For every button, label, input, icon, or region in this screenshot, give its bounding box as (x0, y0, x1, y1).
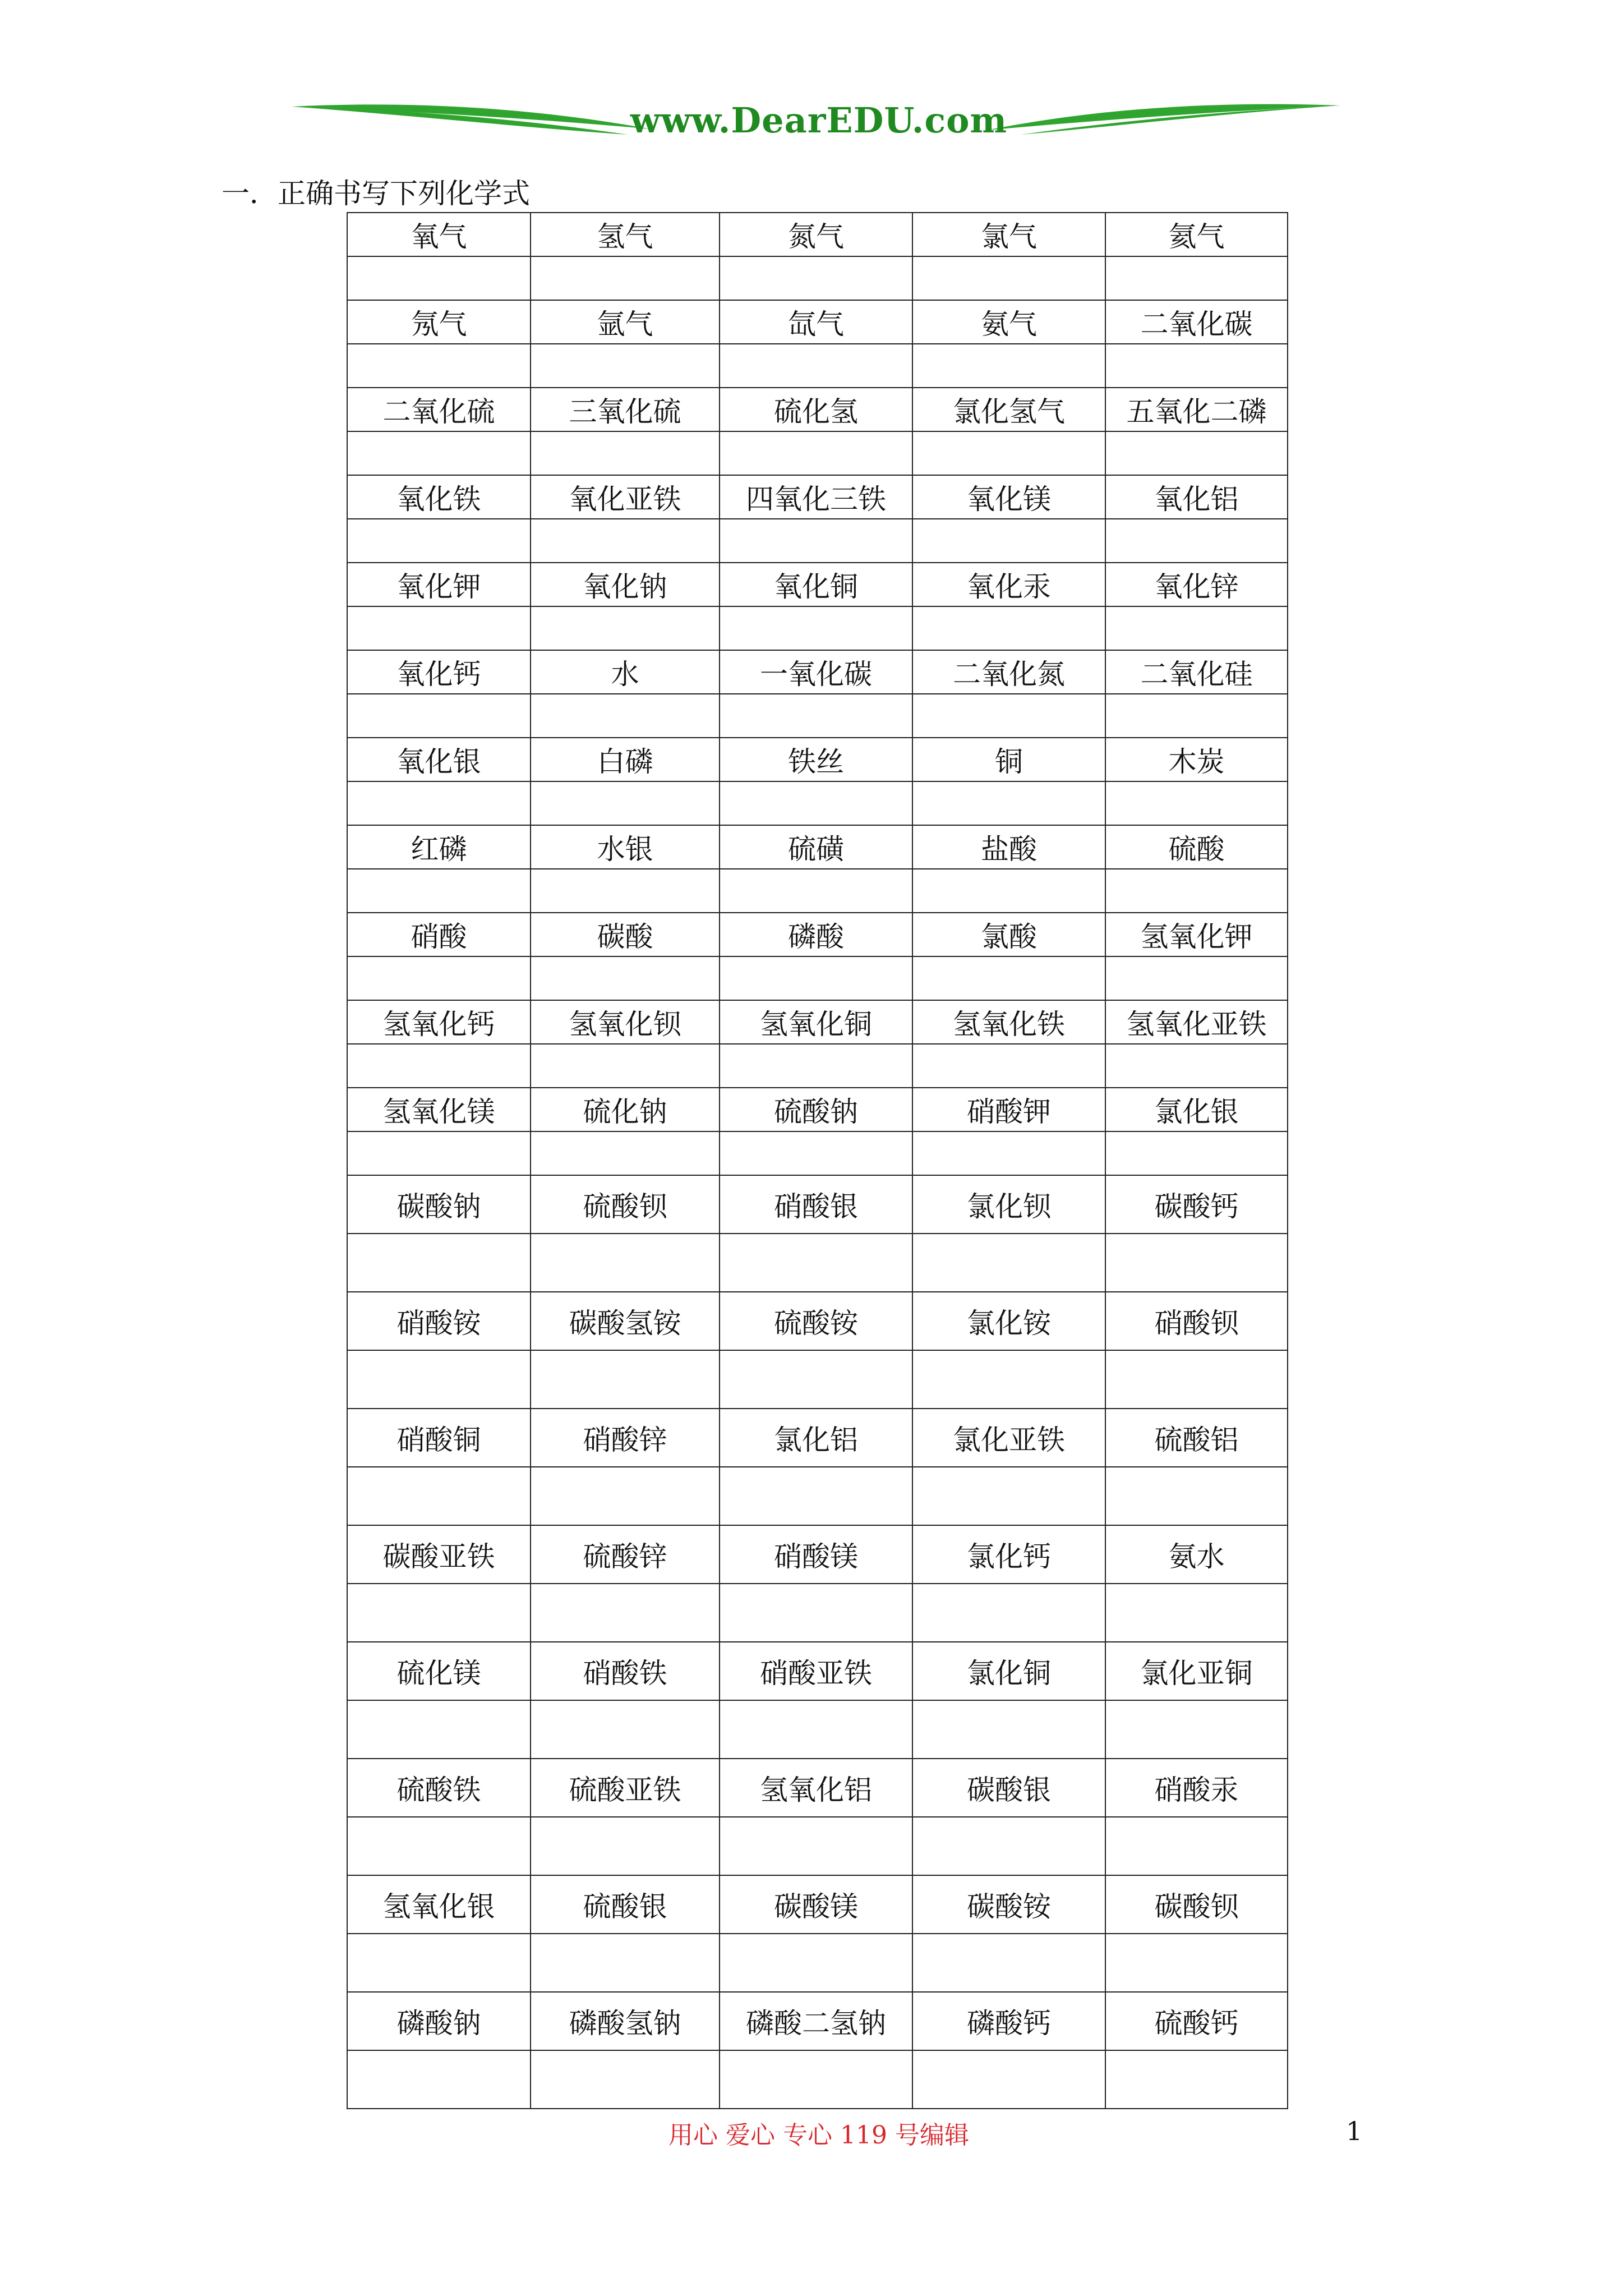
compound-name-cell: 硝酸汞 (1105, 1759, 1288, 1817)
answer-blank-cell[interactable] (912, 1044, 1105, 1088)
answer-blank-cell[interactable] (720, 1584, 912, 1642)
answer-blank-cell[interactable] (720, 344, 912, 388)
compound-name-cell: 氯气 (912, 213, 1105, 256)
compound-name-cell: 硝酸铜 (347, 1409, 531, 1467)
compound-name-cell: 硫酸锌 (531, 1525, 720, 1584)
answer-blank-cell[interactable] (912, 431, 1105, 475)
answer-blank-cell[interactable] (531, 1467, 720, 1525)
compound-name-cell: 硝酸钾 (912, 1088, 1105, 1131)
answer-blank-cell[interactable] (347, 1044, 531, 1088)
answer-blank-cell[interactable] (531, 256, 720, 300)
answer-row (347, 256, 1288, 300)
answer-blank-cell[interactable] (531, 1817, 720, 1875)
answer-blank-cell[interactable] (1105, 1700, 1288, 1759)
compound-name-cell: 氯化氢气 (912, 388, 1105, 431)
answer-blank-cell[interactable] (912, 1234, 1105, 1292)
compound-name-cell: 硝酸亚铁 (720, 1642, 912, 1700)
compound-name-cell: 氖气 (347, 300, 531, 344)
compound-name-cell: 硫酸钡 (531, 1175, 720, 1234)
compound-name-cell: 氢气 (531, 213, 720, 256)
compound-name-row (347, 563, 1288, 606)
answer-blank-cell[interactable] (347, 431, 531, 475)
answer-blank-cell[interactable] (912, 2050, 1105, 2109)
compound-name-cell: 硫酸铵 (720, 1292, 912, 1350)
answer-blank-cell[interactable] (347, 1350, 531, 1409)
compound-name-cell: 氨水 (1105, 1525, 1288, 1584)
compound-name-cell: 硝酸铁 (531, 1642, 720, 1700)
compound-name-cell: 五氧化二磷 (1105, 388, 1288, 431)
compound-name-cell: 氯酸 (912, 913, 1105, 956)
answer-blank-cell[interactable] (912, 1817, 1105, 1875)
compound-name-cell: 氢氧化钾 (1105, 913, 1288, 956)
compound-name-cell: 硝酸镁 (720, 1525, 912, 1584)
compound-name-cell: 硫酸钠 (720, 1088, 912, 1131)
answer-blank-cell[interactable] (720, 1700, 912, 1759)
compound-name-row (347, 1088, 1288, 1131)
compound-name-cell: 碳酸钡 (1105, 1875, 1288, 1934)
answer-blank-cell[interactable] (1105, 1584, 1288, 1642)
compound-name-cell: 氢氧化钡 (531, 1000, 720, 1044)
compound-name-cell: 磷酸钙 (912, 1992, 1105, 2050)
answer-blank-cell[interactable] (531, 519, 720, 563)
compound-name-cell: 氙气 (720, 300, 912, 344)
compound-name-cell: 氧化亚铁 (531, 475, 720, 519)
compound-name-cell: 氧化铜 (720, 563, 912, 606)
compound-name-cell: 磷酸氢钠 (531, 1992, 720, 2050)
answer-blank-cell[interactable] (1105, 1044, 1288, 1088)
compound-name-row (347, 1642, 1288, 1700)
answer-blank-cell[interactable] (1105, 694, 1288, 738)
compound-name-cell: 硫酸铝 (1105, 1409, 1288, 1467)
compound-name-row (347, 388, 1288, 431)
answer-row (347, 1817, 1288, 1875)
compound-name-cell: 硫酸钙 (1105, 1992, 1288, 2050)
answer-blank-cell[interactable] (531, 781, 720, 825)
compound-name-cell: 水银 (531, 825, 720, 869)
answer-blank-cell[interactable] (1105, 606, 1288, 650)
compound-name-cell: 氧化汞 (912, 563, 1105, 606)
answer-blank-cell[interactable] (1105, 869, 1288, 913)
compound-name-cell: 磷酸钠 (347, 1992, 531, 2050)
section-title: 一．正确书写下列化学式 (222, 177, 530, 210)
answer-blank-cell[interactable] (912, 1934, 1105, 1992)
compound-name-cell: 氦气 (1105, 213, 1288, 256)
compound-name-cell: 氯化亚铜 (1105, 1642, 1288, 1700)
compound-name-cell: 水 (531, 650, 720, 694)
compound-name-cell: 碳酸氢铵 (531, 1292, 720, 1350)
compound-name-row (347, 1175, 1288, 1234)
compound-name-row (347, 1525, 1288, 1584)
answer-blank-cell[interactable] (720, 1044, 912, 1088)
answer-row (347, 1234, 1288, 1292)
compound-name-cell: 氯化铵 (912, 1292, 1105, 1350)
compound-name-cell: 三氧化硫 (531, 388, 720, 431)
answer-blank-cell[interactable] (347, 2050, 531, 2109)
answer-blank-cell[interactable] (347, 956, 531, 1000)
compound-name-cell: 氯化亚铁 (912, 1409, 1105, 1467)
compound-name-cell: 硫酸银 (531, 1875, 720, 1934)
page-header (292, 95, 1340, 157)
answer-blank-cell[interactable] (531, 694, 720, 738)
answer-blank-cell[interactable] (347, 781, 531, 825)
answer-blank-cell[interactable] (912, 956, 1105, 1000)
answer-row (347, 956, 1288, 1000)
answer-blank-cell[interactable] (347, 606, 531, 650)
answer-blank-cell[interactable] (912, 1467, 1105, 1525)
compound-name-cell: 磷酸二氢钠 (720, 1992, 912, 2050)
answer-blank-cell[interactable] (531, 1700, 720, 1759)
answer-blank-cell[interactable] (347, 1584, 531, 1642)
answer-blank-cell[interactable] (1105, 256, 1288, 300)
compound-name-cell: 硝酸银 (720, 1175, 912, 1234)
answer-blank-cell[interactable] (720, 519, 912, 563)
compound-name-cell: 铁丝 (720, 738, 912, 781)
answer-blank-cell[interactable] (720, 256, 912, 300)
answer-blank-cell[interactable] (531, 2050, 720, 2109)
compound-name-cell: 硝酸锌 (531, 1409, 720, 1467)
compound-name-row (347, 825, 1288, 869)
answer-row (347, 869, 1288, 913)
compound-name-cell: 氯化钙 (912, 1525, 1105, 1584)
compound-name-cell: 盐酸 (912, 825, 1105, 869)
answer-blank-cell[interactable] (912, 256, 1105, 300)
compound-name-cell: 硝酸钡 (1105, 1292, 1288, 1350)
answer-blank-cell[interactable] (347, 1700, 531, 1759)
compound-name-cell: 氯化银 (1105, 1088, 1288, 1131)
compound-name-cell: 氧化银 (347, 738, 531, 781)
answer-blank-cell[interactable] (912, 1350, 1105, 1409)
compound-name-cell: 氧化钠 (531, 563, 720, 606)
compound-name-cell: 碳酸铵 (912, 1875, 1105, 1934)
answer-blank-cell[interactable] (1105, 1817, 1288, 1875)
answer-blank-cell[interactable] (531, 1584, 720, 1642)
compound-name-cell: 氩气 (531, 300, 720, 344)
answer-blank-cell[interactable] (1105, 1350, 1288, 1409)
answer-blank-cell[interactable] (531, 431, 720, 475)
answer-blank-cell[interactable] (1105, 781, 1288, 825)
compound-name-cell: 硫化钠 (531, 1088, 720, 1131)
compound-name-cell: 氧化钾 (347, 563, 531, 606)
answer-blank-cell[interactable] (720, 606, 912, 650)
answer-row (347, 431, 1288, 475)
answer-row (347, 1934, 1288, 1992)
answer-blank-cell[interactable] (531, 1934, 720, 1992)
answer-row (347, 2050, 1288, 2109)
answer-blank-cell[interactable] (720, 1350, 912, 1409)
footer-slogan: 用心 爱心 专心 119 号编辑 (668, 2121, 969, 2150)
compound-name-cell: 硫酸 (1105, 825, 1288, 869)
answer-blank-cell[interactable] (531, 1131, 720, 1175)
answer-blank-cell[interactable] (720, 431, 912, 475)
answer-blank-cell[interactable] (912, 1131, 1105, 1175)
answer-blank-cell[interactable] (1105, 431, 1288, 475)
answer-blank-cell[interactable] (347, 869, 531, 913)
compound-name-cell: 碳酸钙 (1105, 1175, 1288, 1234)
answer-blank-cell[interactable] (720, 781, 912, 825)
compound-name-cell: 硫化氢 (720, 388, 912, 431)
site-logo: www.DearEDU.com (630, 100, 1008, 141)
answer-blank-cell[interactable] (1105, 1234, 1288, 1292)
compound-name-cell: 氧化铝 (1105, 475, 1288, 519)
answer-blank-cell[interactable] (531, 956, 720, 1000)
compound-name-cell: 氧化钙 (347, 650, 531, 694)
compound-name-cell: 红磷 (347, 825, 531, 869)
answer-blank-cell[interactable] (720, 1131, 912, 1175)
answer-row (347, 781, 1288, 825)
answer-blank-cell[interactable] (720, 1934, 912, 1992)
page-number: 1 (1346, 2116, 1363, 2146)
compound-name-cell: 磷酸 (720, 913, 912, 956)
answer-row (347, 1350, 1288, 1409)
answer-blank-cell[interactable] (1105, 1934, 1288, 1992)
answer-blank-cell[interactable] (347, 694, 531, 738)
answer-blank-cell[interactable] (720, 2050, 912, 2109)
compound-name-cell: 氧化镁 (912, 475, 1105, 519)
compound-name-cell: 氢氧化铁 (912, 1000, 1105, 1044)
compound-name-row (347, 738, 1288, 781)
chemical-formula-table (347, 212, 1288, 2109)
compound-name-cell: 氯化钡 (912, 1175, 1105, 1234)
compound-name-cell: 氢氧化钙 (347, 1000, 531, 1044)
answer-blank-cell[interactable] (912, 1584, 1105, 1642)
compound-name-cell: 硫磺 (720, 825, 912, 869)
compound-name-cell: 四氧化三铁 (720, 475, 912, 519)
compound-name-cell: 碳酸银 (912, 1759, 1105, 1817)
answer-blank-cell[interactable] (720, 956, 912, 1000)
answer-row (347, 1131, 1288, 1175)
compound-name-cell: 二氧化硫 (347, 388, 531, 431)
answer-blank-cell[interactable] (347, 1817, 531, 1875)
compound-name-row (347, 213, 1288, 256)
compound-name-row (347, 1875, 1288, 1934)
answer-blank-cell[interactable] (720, 1467, 912, 1525)
answer-blank-cell[interactable] (347, 1234, 531, 1292)
answer-blank-cell[interactable] (912, 694, 1105, 738)
compound-name-row (347, 475, 1288, 519)
compound-name-cell: 氧化锌 (1105, 563, 1288, 606)
compound-name-cell: 碳酸钠 (347, 1175, 531, 1234)
answer-blank-cell[interactable] (1105, 344, 1288, 388)
answer-blank-cell[interactable] (347, 1467, 531, 1525)
answer-blank-cell[interactable] (720, 694, 912, 738)
compound-name-row (347, 300, 1288, 344)
answer-blank-cell[interactable] (720, 869, 912, 913)
answer-blank-cell[interactable] (912, 344, 1105, 388)
answer-blank-cell[interactable] (912, 781, 1105, 825)
answer-blank-cell[interactable] (347, 519, 531, 563)
compound-name-cell: 氯化铜 (912, 1642, 1105, 1700)
answer-blank-cell[interactable] (1105, 1467, 1288, 1525)
answer-row (347, 1467, 1288, 1525)
compound-name-cell: 碳酸镁 (720, 1875, 912, 1934)
compound-name-row (347, 1409, 1288, 1467)
compound-name-cell: 氢氧化银 (347, 1875, 531, 1934)
compound-name-cell: 硝酸铵 (347, 1292, 531, 1350)
answer-blank-cell[interactable] (720, 1817, 912, 1875)
compound-name-cell: 氧气 (347, 213, 531, 256)
answer-row (347, 1044, 1288, 1088)
compound-name-cell: 氨气 (912, 300, 1105, 344)
answer-row (347, 606, 1288, 650)
compound-name-cell: 硝酸 (347, 913, 531, 956)
compound-name-row (347, 650, 1288, 694)
compound-name-row (347, 1759, 1288, 1817)
compound-name-cell: 氧化铁 (347, 475, 531, 519)
compound-name-cell: 一氧化碳 (720, 650, 912, 694)
answer-blank-cell[interactable] (531, 344, 720, 388)
answer-blank-cell[interactable] (531, 606, 720, 650)
answer-blank-cell[interactable] (531, 1234, 720, 1292)
compound-name-cell: 碳酸 (531, 913, 720, 956)
compound-name-row (347, 913, 1288, 956)
answer-blank-cell[interactable] (912, 1700, 1105, 1759)
answer-blank-cell[interactable] (347, 344, 531, 388)
compound-name-row (347, 1292, 1288, 1350)
compound-name-cell: 氢氧化镁 (347, 1088, 531, 1131)
compound-name-cell: 白磷 (531, 738, 720, 781)
answer-blank-cell[interactable] (1105, 1131, 1288, 1175)
compound-name-cell: 硫酸亚铁 (531, 1759, 720, 1817)
answer-row (347, 519, 1288, 563)
answer-blank-cell[interactable] (347, 1131, 531, 1175)
answer-blank-cell[interactable] (531, 1350, 720, 1409)
answer-blank-cell[interactable] (347, 256, 531, 300)
compound-name-cell: 氯化铝 (720, 1409, 912, 1467)
compound-name-cell: 氢氧化铜 (720, 1000, 912, 1044)
answer-blank-cell[interactable] (720, 1234, 912, 1292)
compound-name-cell: 二氧化硅 (1105, 650, 1288, 694)
compound-name-cell: 硫酸铁 (347, 1759, 531, 1817)
compound-name-row (347, 1000, 1288, 1044)
compound-name-cell: 二氧化碳 (1105, 300, 1288, 344)
compound-name-cell: 木炭 (1105, 738, 1288, 781)
answer-blank-cell[interactable] (912, 606, 1105, 650)
answer-row (347, 344, 1288, 388)
answer-blank-cell[interactable] (1105, 2050, 1288, 2109)
compound-name-cell: 氢氧化亚铁 (1105, 1000, 1288, 1044)
compound-name-cell: 铜 (912, 738, 1105, 781)
answer-row (347, 694, 1288, 738)
compound-name-cell: 氢氧化铝 (720, 1759, 912, 1817)
compound-name-cell: 碳酸亚铁 (347, 1525, 531, 1584)
answer-blank-cell[interactable] (1105, 956, 1288, 1000)
answer-row (347, 1700, 1288, 1759)
answer-blank-cell[interactable] (1105, 519, 1288, 563)
answer-blank-cell[interactable] (531, 869, 720, 913)
answer-row (347, 1584, 1288, 1642)
answer-blank-cell[interactable] (347, 1934, 531, 1992)
compound-name-cell: 硫化镁 (347, 1642, 531, 1700)
compound-name-row (347, 1992, 1288, 2050)
answer-blank-cell[interactable] (912, 869, 1105, 913)
compound-name-cell: 氮气 (720, 213, 912, 256)
answer-blank-cell[interactable] (531, 1044, 720, 1088)
answer-blank-cell[interactable] (912, 519, 1105, 563)
compound-name-cell: 二氧化氮 (912, 650, 1105, 694)
